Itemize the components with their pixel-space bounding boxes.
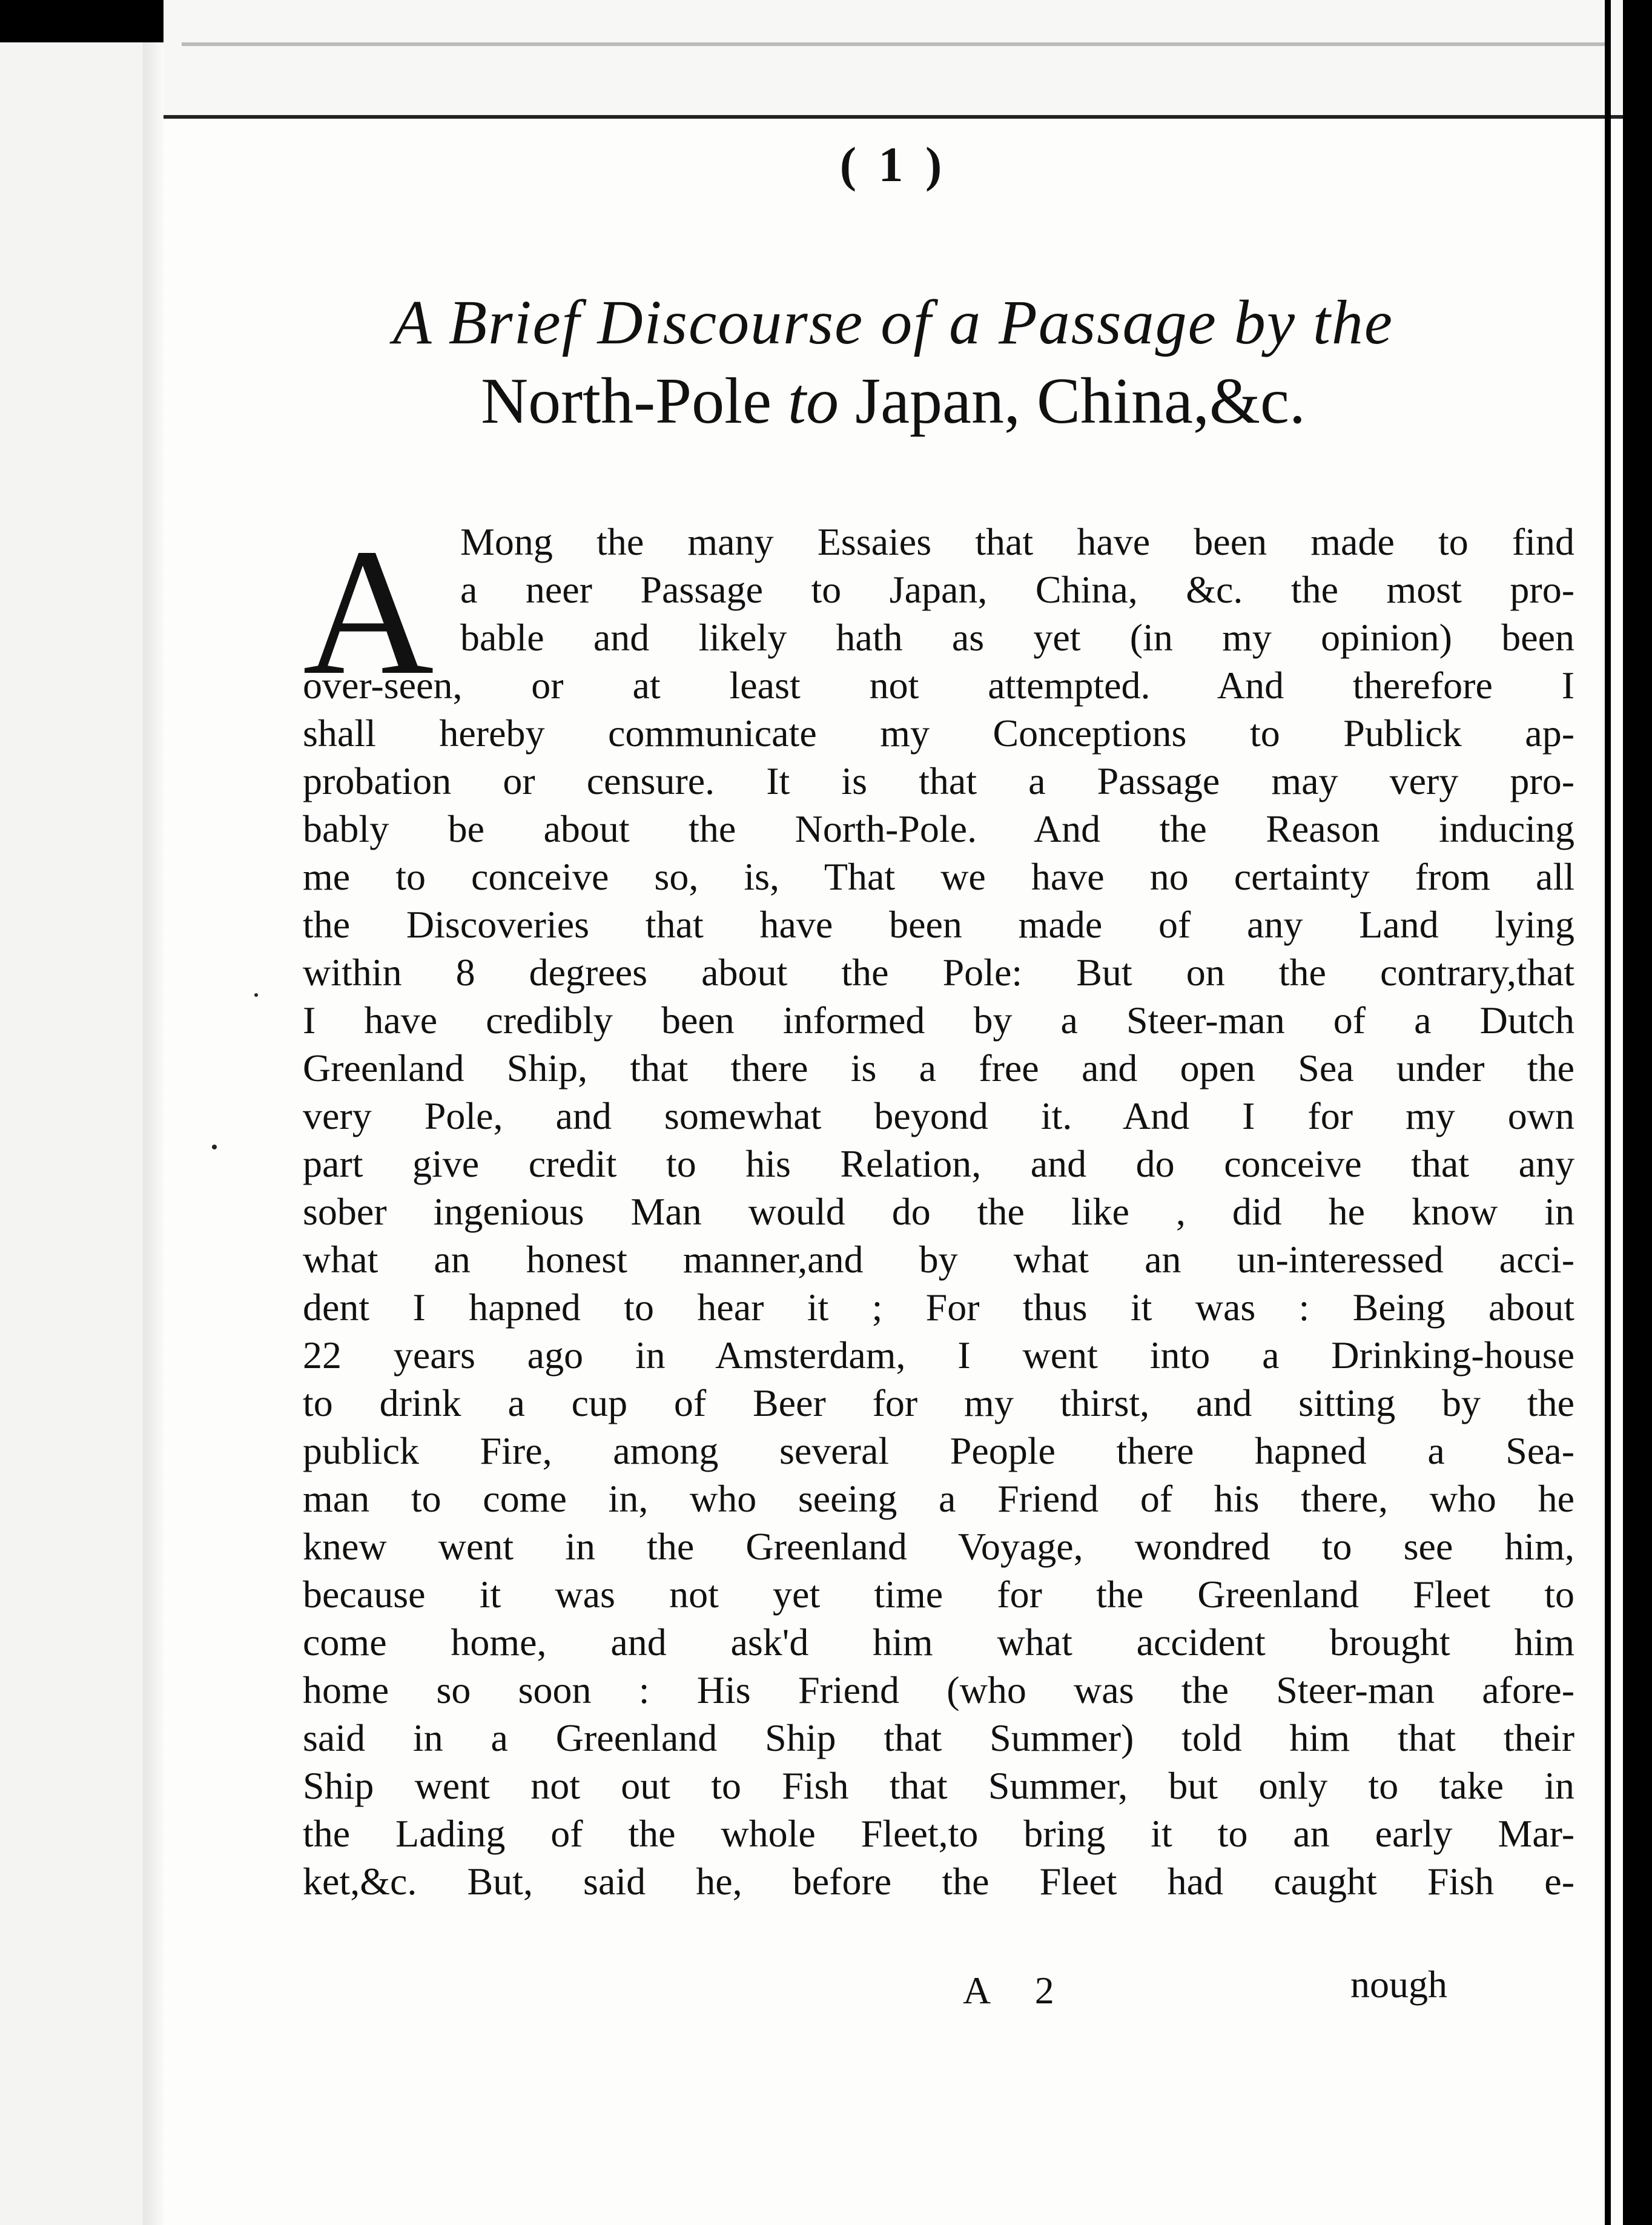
right-scan-edge xyxy=(1605,0,1611,2225)
text-line: very Pole, and somewhat beyond it. And I for my own xyxy=(303,1094,1574,1137)
text-line: said in a Greenland Ship that Summer) told him that their xyxy=(303,1716,1574,1759)
text-line: ket,&c. But, said he, before the Fleet had caught Fish e- xyxy=(303,1860,1574,1903)
text-line: bably be about the North-Pole. And the Reason inducing xyxy=(303,807,1574,850)
text-line: over-seen, or at least not attempted. And therefore I xyxy=(303,664,1574,707)
text-line: publick Fire, among several People there hapned a Sea- xyxy=(303,1429,1574,1472)
text-line: come home, and ask'd him what accident brought him xyxy=(303,1621,1574,1664)
catchword: nough xyxy=(1350,1963,1447,2006)
text-line: Greenland Ship, that there is a free and open Sea under the xyxy=(303,1046,1574,1089)
title-line-1: A Brief Discourse of a Passage by the xyxy=(392,288,1394,357)
document-page xyxy=(164,0,1623,2225)
text-line: probation or censure. It is that a Passage may very pro- xyxy=(303,759,1574,802)
text-line: a neer Passage to Japan, China, &c. the most pro- xyxy=(460,568,1574,611)
top-edge-rule xyxy=(182,42,1605,46)
text-line: Mong the many Essaies that have been made to find xyxy=(460,520,1574,563)
text-line: what an honest manner,and by what an un-interessed acci- xyxy=(303,1238,1574,1281)
signature-mark: A 2 xyxy=(963,1969,1072,2012)
text-line: the Discoveries that have been made of any Land lying xyxy=(303,903,1574,946)
text-line: shall hereby communicate my Conceptions to Publick ap- xyxy=(303,712,1574,755)
text-line: within 8 degrees about the Pole: But on the contrary,that xyxy=(303,951,1574,994)
page-number: ( 1 ) xyxy=(839,137,947,192)
text-line: part give credit to his Relation, and do conceive that any xyxy=(303,1142,1574,1185)
text-line: man to come in, who seeing a Friend of his there, who he xyxy=(303,1477,1574,1520)
text-line: sober ingenious Man would do the like , did he know in xyxy=(303,1190,1574,1233)
text-line: knew went in the Greenland Voyage, wondred to see him, xyxy=(303,1525,1574,1568)
text-line: I have credibly been informed by a Steer-man of a Dutch xyxy=(303,999,1574,1042)
title-line-2-c: Japan, China,&c. xyxy=(839,365,1306,437)
text-line: the Lading of the whole Fleet,to bring it to an early Mar- xyxy=(303,1812,1574,1855)
body-text xyxy=(303,511,1574,1905)
title-line-2 xyxy=(164,362,1623,441)
text-line: Ship went not out to Fish that Summer, but only to take in xyxy=(303,1764,1574,1807)
text-line: me to conceive so, is, That we have no certainty from all xyxy=(303,855,1574,898)
drop-cap: A xyxy=(303,511,434,712)
text-line: bable and likely hath as yet (in my opinion) been xyxy=(460,616,1574,659)
title-line-2-b: to xyxy=(788,365,839,437)
scan-speck xyxy=(212,1145,217,1149)
gutter-shadow xyxy=(143,42,164,2225)
title-line-2-a: North-Pole xyxy=(481,365,788,437)
text-line: because it was not yet time for the Greenland Fleet to xyxy=(303,1573,1574,1616)
scan-speck xyxy=(254,993,258,997)
text-line: 22 years ago in Amsterdam, I went into a Drinking-house xyxy=(303,1334,1574,1377)
text-line: home so soon : His Friend (who was the Steer-man afore- xyxy=(303,1668,1574,1711)
page-top-edge xyxy=(164,0,1623,119)
text-line: to drink a cup of Beer for my thirst, and sitting by the xyxy=(303,1381,1574,1424)
facing-page-edge xyxy=(0,42,166,2225)
page-title xyxy=(164,285,1623,441)
text-line: dent I hapned to hear it ; For thus it was : Being about xyxy=(303,1286,1574,1329)
